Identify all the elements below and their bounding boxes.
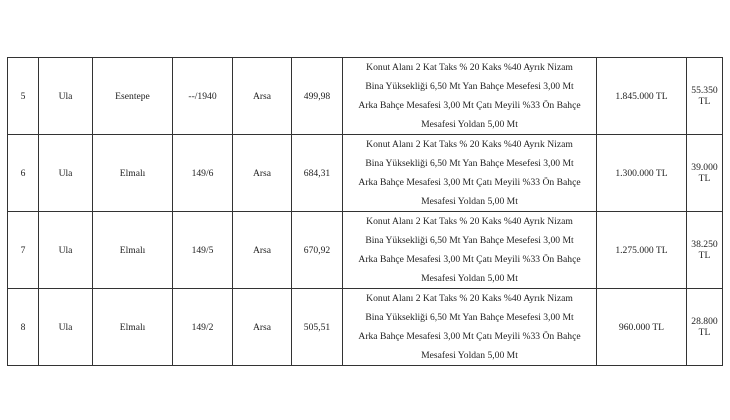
table-row (8, 289, 723, 366)
zoning-description-cell (343, 289, 597, 366)
description-line: Bina Yüksekliği 6,50 Mt Yan Bahçe Mesefesi 3,00 Mt (365, 81, 574, 92)
zoning-description-cell (343, 58, 597, 135)
description-line: Arka Bahçe Mesafesi 3,00 Mt Çatı Meyili %33 Ön Bahçe (358, 331, 581, 342)
property-type-cell: Arsa (233, 212, 292, 289)
parcel-cell: 149/2 (173, 289, 233, 366)
zoning-description-cell (343, 135, 597, 212)
district-cell: Ula (39, 289, 93, 366)
district-cell: Ula (39, 135, 93, 212)
table-row (8, 212, 723, 289)
estimated-price-cell: 960.000 TL (597, 289, 687, 366)
description-line: Bina Yüksekliği 6,50 Mt Yan Bahçe Mesefesi 3,00 Mt (365, 235, 574, 246)
row-number: 7 (8, 212, 39, 289)
description-line: Konut Alanı 2 Kat Taks % 20 Kaks %40 Ayrık Nizam (366, 139, 573, 150)
deposit-cell: 28.800 TL (687, 289, 723, 366)
description-line: Bina Yüksekliği 6,50 Mt Yan Bahçe Mesefesi 3,00 Mt (365, 158, 574, 169)
property-type-cell: Arsa (233, 58, 292, 135)
deposit-cell: 38.250 TL (687, 212, 723, 289)
description-line: Mesafesi Yoldan 5,00 Mt (421, 196, 518, 207)
estimated-price-cell: 1.845.000 TL (597, 58, 687, 135)
neighborhood-cell: Elmalı (93, 289, 173, 366)
description-line: Mesafesi Yoldan 5,00 Mt (421, 273, 518, 284)
deposit-cell: 55.350 TL (687, 58, 723, 135)
parcel-cell: 149/5 (173, 212, 233, 289)
district-cell: Ula (39, 212, 93, 289)
parcel-cell: --/1940 (173, 58, 233, 135)
table-row (8, 58, 723, 135)
description-line: Konut Alanı 2 Kat Taks % 20 Kaks %40 Ayrık Nizam (366, 293, 573, 304)
table-row (8, 135, 723, 212)
area-cell: 499,98 (292, 58, 343, 135)
estimated-price-cell: 1.300.000 TL (597, 135, 687, 212)
neighborhood-cell: Elmalı (93, 212, 173, 289)
row-number: 8 (8, 289, 39, 366)
neighborhood-cell: Esentepe (93, 58, 173, 135)
zoning-description-cell (343, 212, 597, 289)
property-listing-table (7, 57, 723, 366)
description-line: Mesafesi Yoldan 5,00 Mt (421, 119, 518, 130)
description-line: Arka Bahçe Mesafesi 3,00 Mt Çatı Meyili %33 Ön Bahçe (358, 177, 581, 188)
deposit-cell: 39.000 TL (687, 135, 723, 212)
description-line: Konut Alanı 2 Kat Taks % 20 Kaks %40 Ayrık Nizam (366, 62, 573, 73)
description-line: Konut Alanı 2 Kat Taks % 20 Kaks %40 Ayrık Nizam (366, 216, 573, 227)
estimated-price-cell: 1.275.000 TL (597, 212, 687, 289)
row-number: 5 (8, 58, 39, 135)
description-line: Bina Yüksekliği 6,50 Mt Yan Bahçe Mesefesi 3,00 Mt (365, 312, 574, 323)
area-cell: 505,51 (292, 289, 343, 366)
area-cell: 670,92 (292, 212, 343, 289)
district-cell: Ula (39, 58, 93, 135)
parcel-cell: 149/6 (173, 135, 233, 212)
area-cell: 684,31 (292, 135, 343, 212)
property-type-cell: Arsa (233, 289, 292, 366)
description-line: Arka Bahçe Mesafesi 3,00 Mt Çatı Meyili %33 Ön Bahçe (358, 254, 581, 265)
description-line: Arka Bahçe Mesafesi 3,00 Mt Çatı Meyili %33 Ön Bahçe (358, 100, 581, 111)
property-type-cell: Arsa (233, 135, 292, 212)
description-line: Mesafesi Yoldan 5,00 Mt (421, 350, 518, 361)
row-number: 6 (8, 135, 39, 212)
neighborhood-cell: Elmalı (93, 135, 173, 212)
